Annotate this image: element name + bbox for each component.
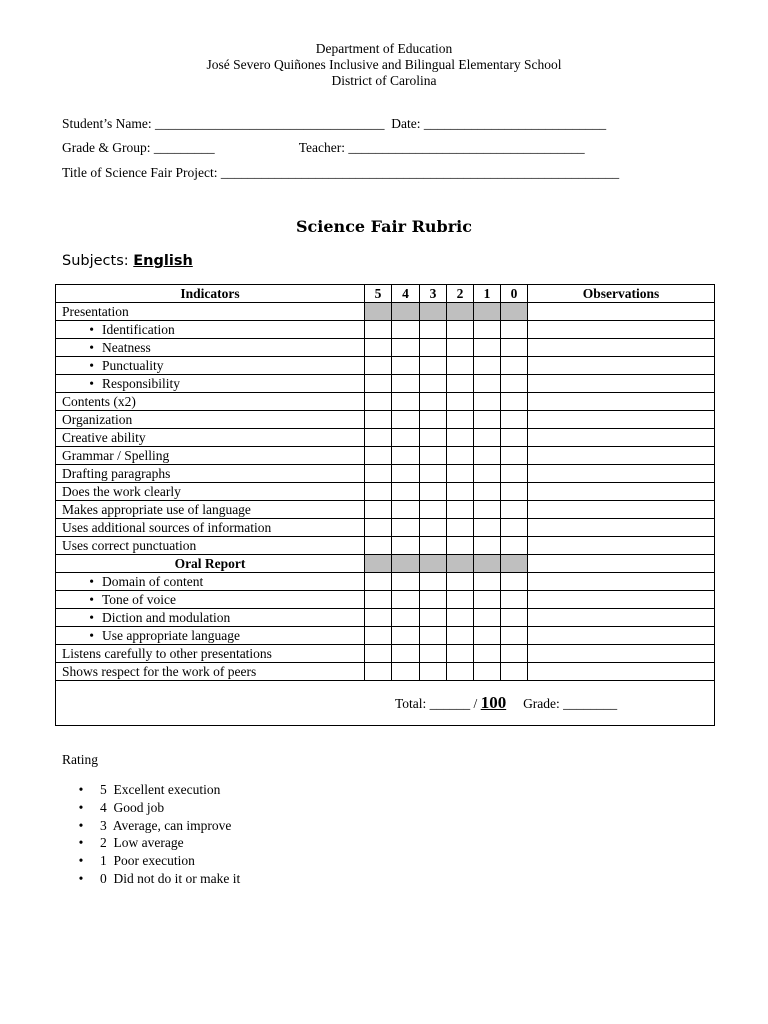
bullet-icon: • — [89, 573, 94, 589]
observation-cell[interactable] — [528, 609, 715, 627]
grade-group-field: _________ — [153, 140, 215, 155]
indicator-cell — [56, 609, 365, 627]
indicator-label: Shows respect for the work of peers — [62, 663, 257, 679]
indicator-label: Organization — [62, 411, 133, 427]
observation-cell[interactable] — [528, 429, 715, 447]
score-cell[interactable] — [447, 645, 474, 663]
bullet-icon: • — [89, 357, 94, 373]
indicator-label: Use appropriate language — [102, 627, 240, 643]
score-cell[interactable] — [392, 609, 420, 627]
score-cell[interactable] — [474, 447, 501, 465]
score-cell[interactable] — [501, 483, 528, 501]
table-row — [56, 627, 715, 645]
score-cell[interactable] — [447, 411, 474, 429]
rating-description: Good job — [113, 799, 165, 815]
date-field: ___________________________ — [423, 116, 607, 131]
score-cell[interactable] — [365, 393, 392, 411]
score-cell[interactable] — [474, 483, 501, 501]
indicator-cell — [56, 519, 365, 537]
bullet-icon: • — [89, 591, 94, 607]
table-row — [56, 357, 715, 375]
score-cell[interactable] — [365, 375, 392, 393]
score-cell[interactable] — [501, 393, 528, 411]
score-cell[interactable] — [420, 357, 447, 375]
score-cell[interactable] — [501, 591, 528, 609]
table-row — [56, 303, 715, 321]
score-cell[interactable] — [447, 375, 474, 393]
indicator-label: Domain of content — [102, 573, 204, 589]
indicator-label: Presentation — [62, 303, 129, 319]
table-row — [56, 465, 715, 483]
rating-score: 0 — [100, 870, 107, 886]
score-cell[interactable] — [447, 303, 474, 321]
score-cell[interactable] — [392, 339, 420, 357]
observation-cell[interactable] — [528, 555, 715, 573]
observation-cell[interactable] — [528, 519, 715, 537]
score-cell[interactable] — [474, 465, 501, 483]
district-line: District of Carolina — [331, 73, 437, 88]
score-cell[interactable] — [420, 663, 447, 681]
score-cell[interactable] — [447, 357, 474, 375]
score-cell[interactable] — [420, 591, 447, 609]
indicator-label: Listens carefully to other presentations — [62, 645, 272, 661]
indicator-label: Responsibility — [102, 375, 181, 391]
indicator-label: Creative ability — [62, 429, 146, 445]
table-row — [56, 321, 715, 339]
score-cell[interactable] — [392, 303, 420, 321]
score-cell[interactable] — [365, 483, 392, 501]
indicator-label: Uses correct punctuation — [62, 537, 197, 553]
score-header-1: 1 — [474, 285, 501, 303]
score-header-4: 4 — [392, 285, 420, 303]
table-row — [56, 591, 715, 609]
score-cell[interactable] — [474, 519, 501, 537]
score-cell[interactable] — [501, 627, 528, 645]
list-item — [62, 817, 240, 835]
rating-title: Rating — [62, 752, 98, 767]
project-title-row — [62, 165, 619, 181]
score-cell[interactable] — [365, 465, 392, 483]
score-cell[interactable] — [501, 411, 528, 429]
page-title: Science Fair Rubric — [296, 217, 472, 236]
score-cell[interactable] — [447, 627, 474, 645]
total-line — [395, 695, 617, 712]
total-max: 100 — [480, 693, 507, 712]
observation-cell[interactable] — [528, 501, 715, 519]
bullet-icon: • — [78, 799, 84, 815]
score-cell[interactable] — [420, 609, 447, 627]
total-row — [56, 681, 715, 726]
indicator-cell — [56, 465, 365, 483]
score-cell[interactable] — [501, 357, 528, 375]
grade-teacher-row — [62, 140, 585, 156]
table-row — [56, 375, 715, 393]
score-cell[interactable] — [447, 537, 474, 555]
score-cell[interactable] — [365, 447, 392, 465]
list-item — [62, 834, 240, 852]
score-cell[interactable] — [365, 303, 392, 321]
score-cell[interactable] — [392, 519, 420, 537]
score-cell[interactable] — [474, 591, 501, 609]
score-cell[interactable] — [392, 411, 420, 429]
score-cell[interactable] — [501, 447, 528, 465]
score-cell[interactable] — [474, 555, 501, 573]
bullet-icon: • — [89, 375, 94, 391]
score-cell[interactable] — [501, 339, 528, 357]
observations-header: Observations — [528, 285, 715, 303]
indicator-label: Diction and modulation — [102, 609, 231, 625]
score-cell[interactable] — [474, 411, 501, 429]
rubric-body — [56, 303, 715, 681]
score-cell[interactable] — [474, 501, 501, 519]
score-cell[interactable] — [365, 609, 392, 627]
indicator-label: Drafting paragraphs — [62, 465, 171, 481]
indicator-label: Contents (x2) — [62, 393, 136, 409]
score-cell[interactable] — [392, 573, 420, 591]
indicator-cell — [56, 321, 365, 339]
table-row — [56, 555, 715, 573]
score-cell[interactable] — [365, 663, 392, 681]
observation-cell[interactable] — [528, 321, 715, 339]
indicators-header: Indicators — [56, 285, 365, 303]
score-cell[interactable] — [501, 645, 528, 663]
indicator-cell — [56, 555, 365, 573]
score-cell[interactable] — [447, 519, 474, 537]
score-cell[interactable] — [365, 321, 392, 339]
score-cell[interactable] — [447, 429, 474, 447]
score-cell[interactable] — [474, 429, 501, 447]
indicator-label: Uses additional sources of information — [62, 519, 272, 535]
indicator-cell — [56, 375, 365, 393]
indicator-cell — [56, 573, 365, 591]
score-cell[interactable] — [501, 375, 528, 393]
score-cell[interactable] — [365, 573, 392, 591]
rating-score: 4 — [100, 799, 107, 815]
score-cell[interactable] — [420, 393, 447, 411]
score-cell[interactable] — [474, 645, 501, 663]
indicator-label: Punctuality — [102, 357, 164, 373]
list-item — [62, 852, 240, 870]
score-cell[interactable] — [501, 537, 528, 555]
score-cell[interactable] — [365, 645, 392, 663]
teacher-field: ___________________________________ — [348, 140, 585, 155]
score-cell[interactable] — [420, 303, 447, 321]
list-item — [62, 799, 240, 817]
score-cell[interactable] — [447, 609, 474, 627]
table-row — [56, 537, 715, 555]
score-cell[interactable] — [447, 501, 474, 519]
score-header-3: 3 — [420, 285, 447, 303]
score-cell[interactable] — [474, 357, 501, 375]
rating-score: 3 — [100, 817, 107, 833]
score-cell[interactable] — [365, 357, 392, 375]
score-cell[interactable] — [474, 339, 501, 357]
score-cell[interactable] — [447, 573, 474, 591]
score-cell[interactable] — [474, 663, 501, 681]
indicator-cell — [56, 393, 365, 411]
score-cell[interactable] — [420, 339, 447, 357]
observation-cell[interactable] — [528, 375, 715, 393]
score-cell[interactable] — [392, 537, 420, 555]
observation-cell[interactable] — [528, 591, 715, 609]
subjects-value: English — [133, 253, 193, 269]
table-row — [56, 483, 715, 501]
score-cell[interactable] — [392, 429, 420, 447]
indicator-cell — [56, 357, 365, 375]
score-cell[interactable] — [392, 645, 420, 663]
table-row — [56, 339, 715, 357]
student-name-row — [62, 116, 606, 132]
table-row — [56, 501, 715, 519]
bullet-icon: • — [89, 627, 94, 643]
score-cell[interactable] — [420, 627, 447, 645]
indicator-label: Grammar / Spelling — [62, 447, 170, 463]
observation-cell[interactable] — [528, 465, 715, 483]
table-row — [56, 447, 715, 465]
indicator-label: Tone of voice — [102, 591, 177, 607]
score-cell[interactable] — [474, 609, 501, 627]
score-cell[interactable] — [501, 519, 528, 537]
indicator-cell — [56, 339, 365, 357]
observation-cell[interactable] — [528, 483, 715, 501]
score-cell[interactable] — [365, 429, 392, 447]
rating-description: Did not do it or make it — [113, 870, 241, 886]
rating-description: Poor execution — [113, 853, 195, 869]
score-cell[interactable] — [447, 393, 474, 411]
bullet-icon: • — [78, 870, 84, 886]
document-header — [0, 41, 768, 89]
rating-score: 5 — [100, 782, 107, 797]
bullet-icon: • — [78, 835, 84, 851]
observation-cell[interactable] — [528, 627, 715, 645]
score-cell[interactable] — [392, 375, 420, 393]
score-cell[interactable] — [501, 465, 528, 483]
student-name-label: Student’s Name: — [62, 116, 152, 131]
score-cell[interactable] — [392, 447, 420, 465]
score-cell[interactable] — [392, 501, 420, 519]
observation-cell[interactable] — [528, 411, 715, 429]
grade-label: Grade: ________ — [523, 696, 618, 711]
bullet-icon: • — [78, 782, 84, 797]
score-cell[interactable] — [365, 339, 392, 357]
observation-cell[interactable] — [528, 357, 715, 375]
score-header-5: 5 — [365, 285, 392, 303]
score-cell[interactable] — [365, 555, 392, 573]
total-label: Total: ______ / — [395, 696, 478, 711]
observation-cell[interactable] — [528, 303, 715, 321]
table-row — [56, 519, 715, 537]
indicator-cell — [56, 303, 365, 321]
score-cell[interactable] — [392, 627, 420, 645]
score-cell[interactable] — [447, 465, 474, 483]
observation-cell[interactable] — [528, 573, 715, 591]
indicator-label: Oral Report — [174, 555, 246, 571]
score-cell[interactable] — [474, 537, 501, 555]
total-cell — [56, 681, 715, 726]
observation-cell[interactable] — [528, 663, 715, 681]
indicator-cell — [56, 501, 365, 519]
project-title-label: Title of Science Fair Project: — [62, 165, 218, 180]
score-cell[interactable] — [392, 465, 420, 483]
indicator-cell — [56, 429, 365, 447]
score-cell[interactable] — [420, 573, 447, 591]
observation-cell[interactable] — [528, 537, 715, 555]
score-cell[interactable] — [392, 321, 420, 339]
score-cell[interactable] — [365, 519, 392, 537]
score-cell[interactable] — [392, 663, 420, 681]
score-cell[interactable] — [474, 321, 501, 339]
score-cell[interactable] — [447, 591, 474, 609]
list-item — [62, 781, 240, 799]
score-header-0: 0 — [501, 285, 528, 303]
table-row — [56, 663, 715, 681]
rating-description: Average, can improve — [112, 817, 232, 833]
indicator-cell — [56, 663, 365, 681]
score-cell[interactable] — [501, 609, 528, 627]
bullet-icon: • — [89, 321, 94, 337]
school-line: José Severo Quiñones Inclusive and Bilingual Elementary School — [206, 57, 562, 72]
project-title-field: ___________________________________________________________ — [220, 165, 620, 180]
subjects-line — [62, 253, 193, 269]
teacher-label: Teacher: — [298, 140, 346, 155]
score-cell[interactable] — [420, 519, 447, 537]
table-row — [56, 411, 715, 429]
score-cell[interactable] — [420, 465, 447, 483]
indicator-cell — [56, 627, 365, 645]
rating-description: Low average — [113, 835, 184, 851]
indicator-label: Neatness — [102, 339, 151, 355]
rating-score: 1 — [100, 853, 107, 869]
score-cell[interactable] — [365, 591, 392, 609]
score-cell[interactable] — [392, 483, 420, 501]
observation-cell[interactable] — [528, 645, 715, 663]
subjects-label: Subjects: — [62, 253, 129, 269]
indicator-cell — [56, 447, 365, 465]
score-cell[interactable] — [501, 663, 528, 681]
score-cell[interactable] — [474, 375, 501, 393]
score-cell[interactable] — [420, 411, 447, 429]
score-cell[interactable] — [474, 573, 501, 591]
score-cell[interactable] — [365, 537, 392, 555]
score-cell[interactable] — [365, 411, 392, 429]
bullet-icon: • — [78, 853, 84, 869]
rating-description: Excellent execution — [113, 782, 221, 797]
bullet-icon: • — [78, 817, 84, 833]
score-cell[interactable] — [365, 627, 392, 645]
score-header-2: 2 — [447, 285, 474, 303]
bullet-icon: • — [89, 339, 94, 355]
table-header-row — [56, 285, 715, 303]
table-row — [56, 645, 715, 663]
rating-list — [62, 781, 240, 888]
indicator-cell — [56, 411, 365, 429]
indicator-cell — [56, 483, 365, 501]
score-cell[interactable] — [447, 339, 474, 357]
score-cell[interactable] — [501, 501, 528, 519]
score-cell[interactable] — [447, 447, 474, 465]
rubric-table — [55, 284, 715, 726]
score-cell[interactable] — [474, 393, 501, 411]
indicator-cell — [56, 645, 365, 663]
indicator-label: Makes appropriate use of language — [62, 501, 251, 517]
score-cell[interactable] — [392, 393, 420, 411]
score-cell[interactable] — [420, 447, 447, 465]
score-cell[interactable] — [474, 627, 501, 645]
score-cell[interactable] — [420, 645, 447, 663]
table-row — [56, 429, 715, 447]
score-cell[interactable] — [501, 303, 528, 321]
score-cell[interactable] — [420, 537, 447, 555]
department-line: Department of Education — [315, 41, 453, 56]
score-cell[interactable] — [447, 663, 474, 681]
indicator-label: Does the work clearly — [62, 483, 181, 499]
score-cell[interactable] — [420, 429, 447, 447]
observation-cell[interactable] — [528, 339, 715, 357]
date-label: Date: — [391, 116, 421, 131]
score-cell[interactable] — [501, 555, 528, 573]
list-item — [62, 870, 240, 888]
score-cell[interactable] — [474, 303, 501, 321]
table-row — [56, 393, 715, 411]
bullet-icon: • — [89, 609, 94, 625]
table-row — [56, 573, 715, 591]
score-cell[interactable] — [501, 321, 528, 339]
observation-cell[interactable] — [528, 393, 715, 411]
score-cell[interactable] — [501, 429, 528, 447]
indicator-label: Identification — [102, 321, 175, 337]
indicator-cell — [56, 537, 365, 555]
rating-score: 2 — [100, 835, 107, 851]
score-cell[interactable] — [420, 501, 447, 519]
score-cell[interactable] — [392, 357, 420, 375]
score-cell[interactable] — [447, 483, 474, 501]
score-cell[interactable] — [447, 321, 474, 339]
score-cell[interactable] — [420, 555, 447, 573]
score-cell[interactable] — [420, 483, 447, 501]
score-cell[interactable] — [447, 555, 474, 573]
score-cell[interactable] — [420, 375, 447, 393]
score-cell[interactable] — [392, 591, 420, 609]
grade-group-label: Grade & Group: — [62, 140, 151, 155]
table-row — [56, 609, 715, 627]
score-cell[interactable] — [392, 555, 420, 573]
score-cell[interactable] — [420, 321, 447, 339]
score-cell[interactable] — [365, 501, 392, 519]
score-cell[interactable] — [501, 573, 528, 591]
indicator-cell — [56, 591, 365, 609]
observation-cell[interactable] — [528, 447, 715, 465]
student-name-field: __________________________________ — [155, 116, 385, 131]
